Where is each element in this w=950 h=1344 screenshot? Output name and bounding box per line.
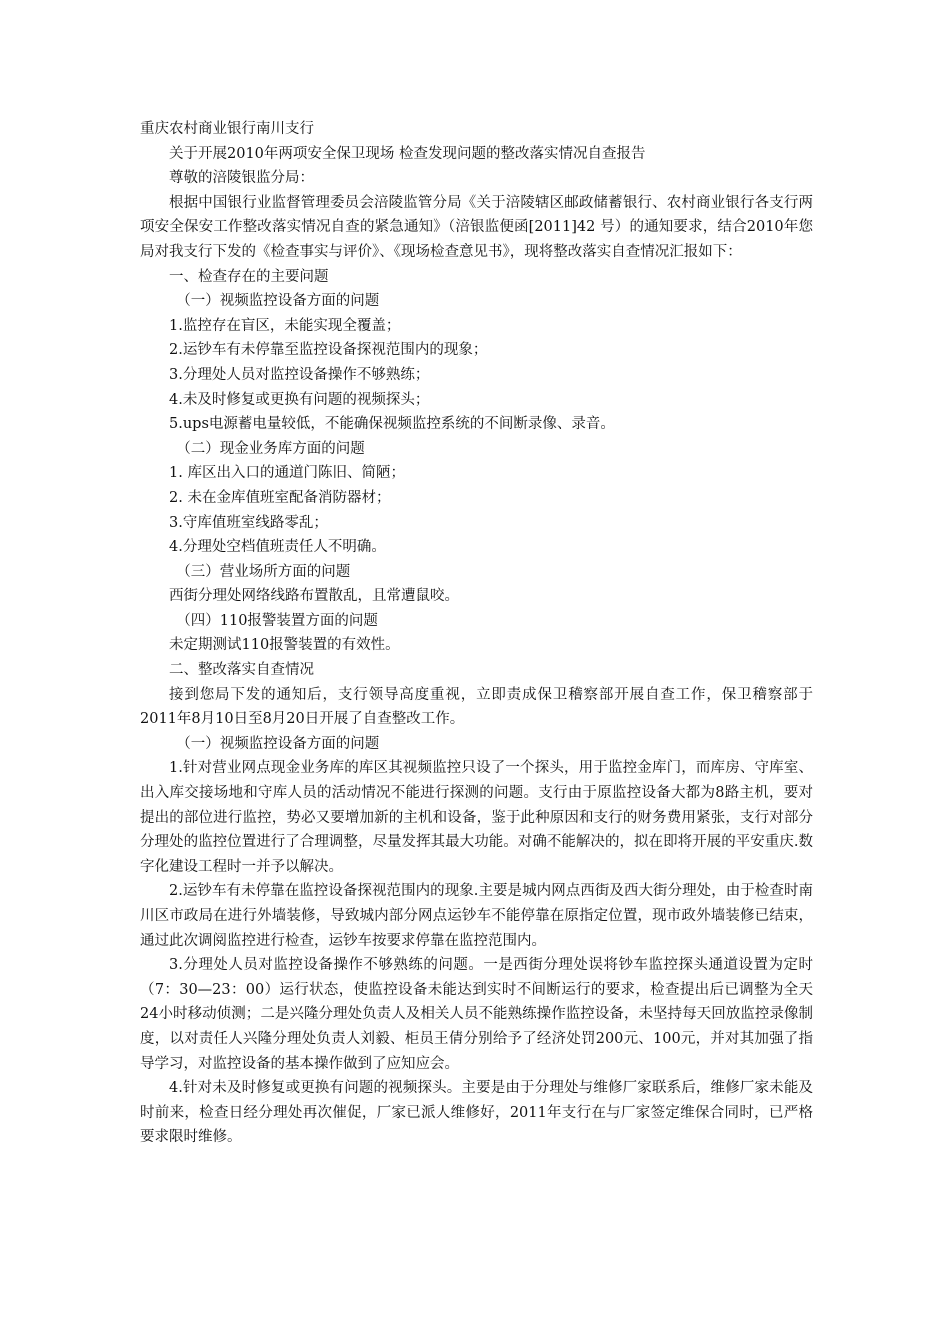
list-item: 4.未及时修复或更换有问题的视频探头； — [169, 391, 430, 408]
section1-heading: 一、检查存在的主要问题 — [169, 268, 329, 285]
section2-heading: 二、整改落实自查情况 — [169, 662, 314, 679]
section1-sub4-heading: （四）110报警装置方面的问题 — [176, 612, 378, 629]
list-item: 1. 库区出入口的通道门陈旧、简陋； — [169, 465, 405, 482]
section1-sub3-text: 西街分理处网络线路布置散乱，且常遭鼠咬。 — [169, 588, 459, 605]
list-item: 2.运钞车有未停靠至监控设备探视范围内的现象； — [169, 342, 488, 359]
intro-paragraph: 根据中国银行业监督管理委员会涪陵监管分局《关于涪陵辖区邮政储蓄银行、农村商业银行各支行两项安全保安工作整改落实情况自查的紧急通知》（涪银监便函[2011]42 号）的通知要求，结合2010年您局对我支行下发的《检查事实与评价》、《现场检查意见书》，现将整改落实自查情况汇报如下： — [140, 194, 813, 260]
list-item: 2. 未在金库值班室配备消防器材； — [169, 489, 391, 506]
section1-sub2-heading: （二）现金业务库方面的问题 — [176, 440, 365, 457]
document-page — [140, 117, 813, 1150]
report-title: 关于开展2010年两项安全保卫现场 检查发现问题的整改落实情况自查报告 — [169, 145, 646, 162]
list-item: 3.守库值班室线路零乱； — [169, 514, 328, 531]
list-item: 4.分理处空档值班责任人不明确。 — [169, 539, 386, 556]
section1-sub1-heading: （一）视频监控设备方面的问题 — [176, 293, 380, 310]
body-paragraph: 3.分理处人员对监控设备操作不够熟练的问题。一是西街分理处误将钞车监控探头通道设置为定时（7：30—23：00）运行状态，使监控设备未能达到实时不间断运行的要求，检查提出后已调整为全天24小时移动侦测；二是兴隆分理处负责人及相关人员不能熟练操作监控设备，未坚持每天回放监控录像制度，以对责任人兴隆分理处负责人刘毅、柜员王倩分别给予了经济处罚200元、100元，并对其加强了指导学习，对监控设备的基本操作做到了应知应会。 — [140, 957, 813, 1072]
list-item: 1.监控存在盲区，未能实现全覆盖； — [169, 317, 401, 334]
list-item: 3.分理处人员对监控设备操作不够熟练； — [169, 366, 430, 383]
list-item: 5.ups电源蓄电量较低，不能确保视频监控系统的不间断录像、录音。 — [169, 416, 615, 433]
body-paragraph: 4.针对未及时修复或更换有问题的视频探头。主要是由于分理处与维修厂家联系后，维修厂家未能及时前来，检查日经分理处再次催促，厂家已派人维修好，2011年支行在与厂家签定维保合同时，已严格要求限时维修。 — [140, 1080, 813, 1146]
section1-sub4-text: 未定期测试110报警装置的有效性。 — [169, 637, 400, 654]
section1-sub3-heading: （三）营业场所方面的问题 — [176, 563, 351, 580]
org-line: 重庆农村商业银行南川支行 — [140, 121, 314, 137]
body-paragraph: 1.针对营业网点现金业务库的库区其视频监控只设了一个探头，用于监控金库门，而库房、守库室、出入库交接场地和守库人员的活动情况不能进行探测的问题。支行由于原监控设备大都为8路主机，要对提出的部位进行监控，势必又要增加新的主机和设备，鉴于此种原因和支行的财务费用紧张，支行对部分分理处的监控位置进行了合理调整，尽量发挥其最大功能。对确不能解决的，拟在即将开展的平安重庆.数字化建设工程时一并予以解决。 — [140, 760, 813, 875]
body-paragraph: 2.运钞车有未停靠在监控设备探视范围内的现象.主要是城内网点西街及西大街分理处，由于检查时南川区市政局在进行外墙装修，导致城内部分网点运钞车不能停靠在原指定位置，现市政外墙装修已结束，通过此次调阅监控进行检查，运钞车按要求停靠在监控范围内。 — [140, 883, 813, 949]
salutation: 尊敬的涪陵银监分局： — [169, 170, 314, 187]
section2-sub1-heading: （一）视频监控设备方面的问题 — [176, 735, 380, 752]
section2-intro: 接到您局下发的通知后，支行领导高度重视，立即责成保卫稽察部开展自查工作，保卫稽察部于2011年8月10日至8月20日开展了自查整改工作。 — [140, 686, 813, 728]
